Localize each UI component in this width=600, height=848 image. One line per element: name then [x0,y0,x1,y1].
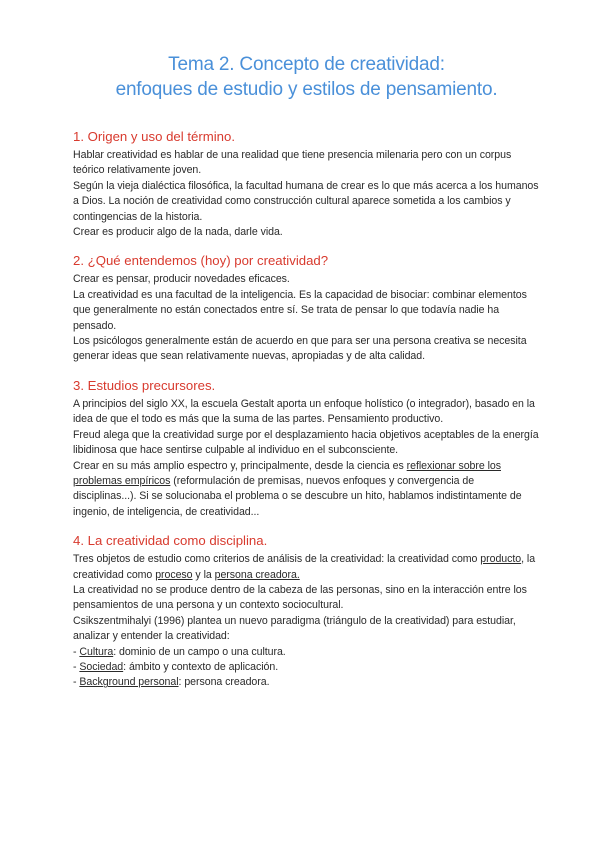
underlined-term: producto [480,553,522,566]
paragraph: Freud alega que la creatividad surge por el desplazamiento hacia objetivos aceptables de la energía libidinosa que hace sentirse culpable al individuo en el subconsciente. [73,428,539,457]
list-item [73,675,540,690]
paragraph: Crear es pensar, producir novedades eficaces. [73,273,290,286]
section-que-entendemos [73,252,540,364]
paragraph: Csikszentmihalyi (1996) plantea un nuevo paradigma (triángulo de la creatividad) para estudiar, analizar y entender la creatividad: [73,614,516,643]
text-run: : dominio de un campo o una cultura. [113,645,286,658]
underlined-term: Sociedad [79,660,124,673]
text-run: Tres objetos de estudio como criterios de análisis de la creatividad: la creatividad como [73,553,481,566]
paragraph: A principios del siglo XX, la escuela Gestalt aporta un enfoque holístico (o integrador), basado en la idea de que el todo es más que la suma de las partes. Pensamiento productivo. [73,397,535,426]
paragraph: Según la vieja dialéctica filosófica, la facultad humana de crear es lo que más acerca a los humanos a Dios. La noción de creatividad como construcción cultural aparece sometida a los cambios y contingencias de la historia. [73,179,539,223]
text-run: y la [192,568,215,581]
title-line-2: enfoques de estudio y estilos de pensamiento. [115,79,498,100]
list-bullet: - [73,660,80,673]
section-heading: 3. Estudios precursores. [73,377,216,393]
text-run: : ámbito y contexto de aplicación. [123,660,279,673]
underlined-term: persona creadora. [214,568,300,581]
section-heading: 4. La creatividad como disciplina. [73,533,268,549]
text-run: : persona creadora. [178,676,270,689]
paragraph: La creatividad es una facultad de la inteligencia. Es la capacidad de bisociar: combinar elementos que generalmente no están conectados entre sí. Se trata de pensar lo que todavía nadie ha pensado. [73,288,527,332]
list-bullet: - [73,676,80,689]
paragraph: La creatividad no se produce dentro de la cabeza de las personas, sino en la interacción entre los pensamientos de una persona y un contexto sociocultural. [73,583,527,612]
section-heading: 2. ¿Qué entendemos (hoy) por creatividad? [73,253,329,269]
section-disciplina [73,532,540,691]
underlined-term: reflexionar sobre los problemas empíricos [73,459,501,487]
text-run: (reformulación de premisas, nuevos enfoques y convergencia de disciplinas...). Si se solucionaba el problema o se descubre un hito, hablamos indistintamente de ingenio, de inteligencia, de creatividad... [73,474,522,518]
paragraph: Los psicólogos generalmente están de acuerdo en que para ser una persona creativa se necesita generar ideas que sean relativamente nuevas, apropiadas y de alta calidad. [73,335,527,363]
page-title [53,52,560,102]
underlined-term: Background personal [79,676,179,689]
list-item [73,660,540,675]
paragraph [73,552,540,583]
paragraph [73,459,540,521]
section-heading: 1. Origen y uso del término. [73,129,235,144]
underlined-term: proceso [155,568,193,581]
section-estudios-precursores [73,377,540,520]
text-run: Crear en su más amplio espectro y, principalmente, desde la ciencia es [73,459,407,472]
section-origen [73,128,540,240]
title-line-1: Tema 2. Concepto de creatividad: [168,54,445,75]
list-item [73,645,540,660]
paragraph: Hablar creatividad es hablar de una realidad que tiene presencia milenaria pero con un corpus teórico relativamente joven. [73,149,512,177]
list-bullet: - [73,645,80,658]
underlined-term: Cultura [79,645,114,658]
text-run: , la creatividad como [73,553,536,581]
paragraph: Crear es producir algo de la nada, darle vida. [73,226,283,239]
